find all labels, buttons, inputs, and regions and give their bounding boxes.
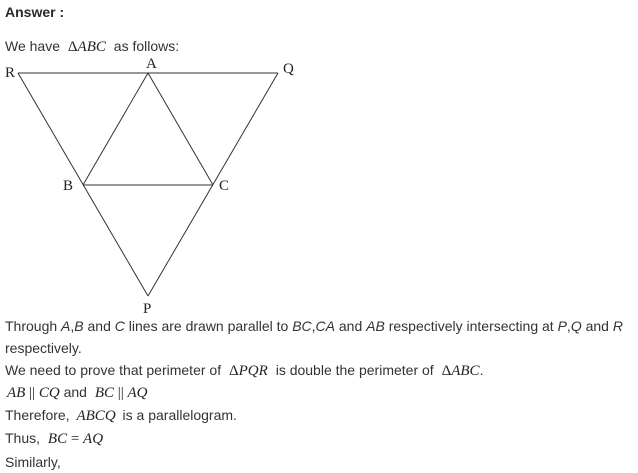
- label-A: A: [146, 56, 157, 72]
- text-line-5: Therefore, ABCQ is a parallelogram.: [5, 407, 237, 424]
- text-line-1: Through A,B and C lines are drawn parallel to BC,CA and AB respectively intersecting at P,Q and R: [5, 318, 623, 334]
- label-P: P: [143, 301, 152, 317]
- intro-line: [5, 38, 179, 56]
- text-line-3: We need to prove that perimeter of ΔPQR is double the perimeter of ΔABC.: [5, 362, 484, 379]
- triangle-figure: [0, 55, 310, 320]
- text-line-4: AB || CQ and BC || AQ: [7, 384, 148, 401]
- answer-heading: Answer :: [5, 4, 65, 20]
- intro-triangle: ΔABC: [67, 39, 106, 55]
- intro-suffix: as follows:: [113, 38, 180, 54]
- label-B: B: [63, 178, 74, 194]
- label-Q: Q: [283, 61, 294, 77]
- text-line-6: Thus, BC = AQ: [5, 430, 104, 447]
- label-R: R: [5, 65, 16, 81]
- text-line-2: respectively.: [5, 340, 82, 356]
- text-line-7: Similarly,: [5, 454, 61, 470]
- line-AB: [83, 73, 148, 185]
- line-AC: [148, 73, 213, 185]
- intro-prefix: We have: [5, 38, 60, 54]
- label-C: C: [219, 178, 230, 194]
